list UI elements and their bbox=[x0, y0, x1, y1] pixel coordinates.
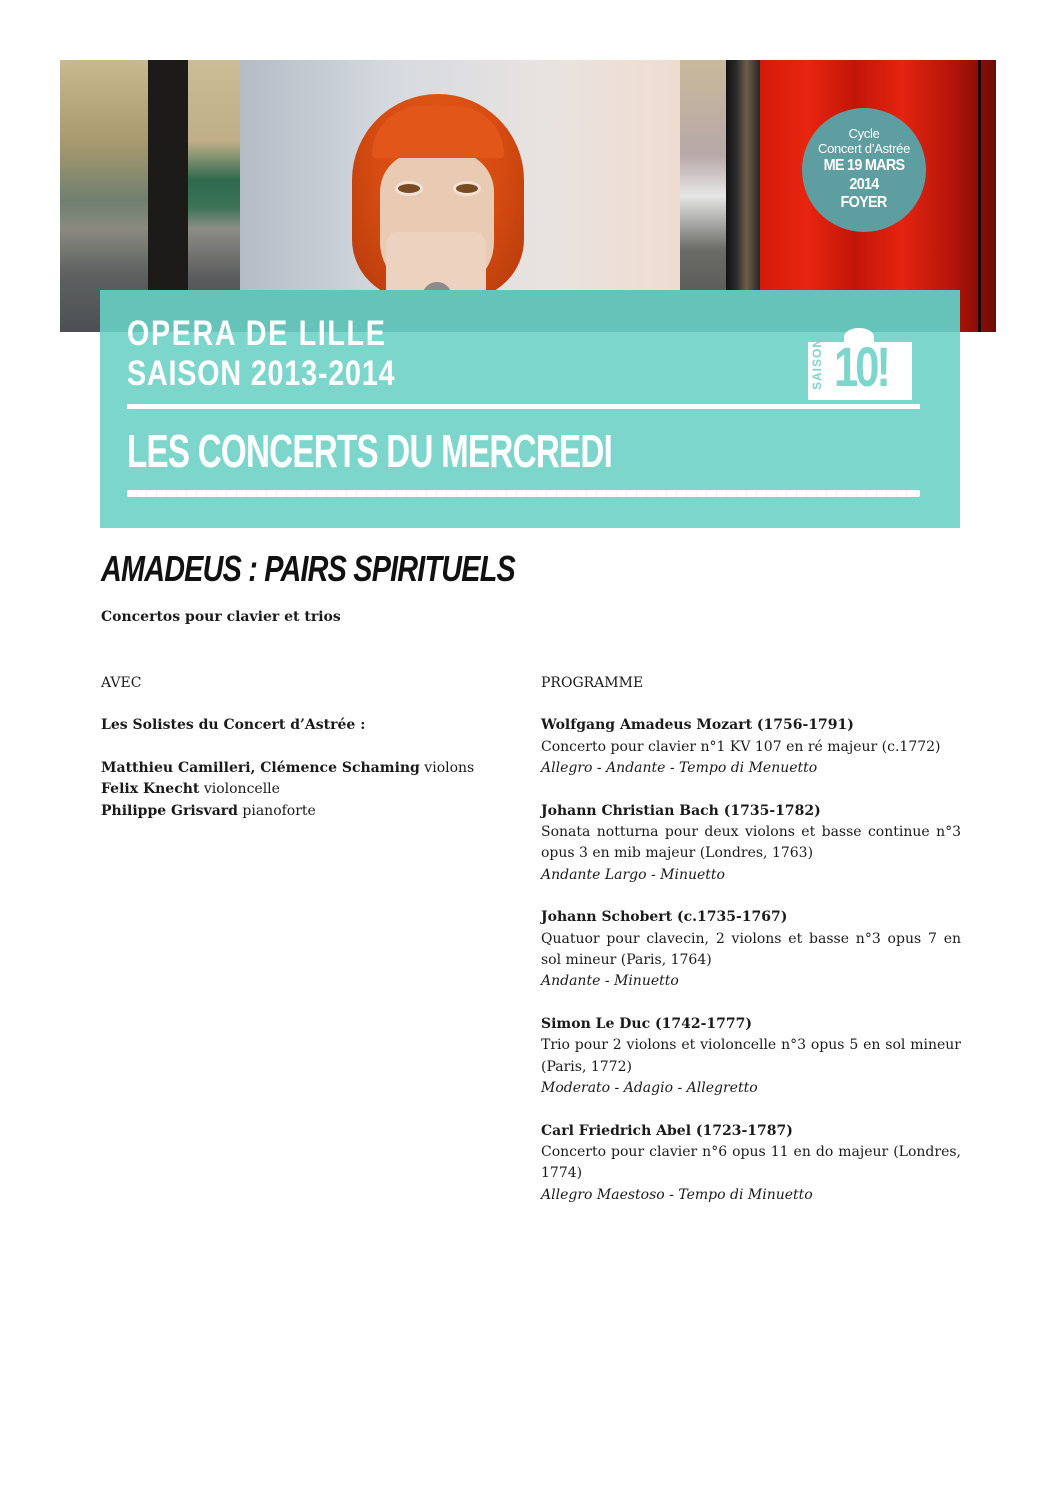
event-subtitle: Concertos pour clavier et trios bbox=[101, 609, 341, 625]
work-title: Sonata notturna pour deux violons et basse continue n°3 opus 3 en mib majeur (Londres, 1763) bbox=[541, 824, 961, 862]
programme-item bbox=[541, 907, 961, 993]
composer-name: Carl Friedrich Abel (1723-1787) bbox=[541, 1122, 793, 1139]
performers-section bbox=[101, 673, 501, 822]
badge-venue: FOYER bbox=[840, 194, 888, 212]
badge-date: ME 19 MARS 2014 bbox=[823, 157, 905, 193]
programme-item bbox=[541, 1014, 961, 1100]
institution-name: OPERA DE LILLE bbox=[127, 314, 387, 353]
photo-curtain-edge bbox=[978, 60, 981, 332]
work-movements: Allegro - Andante - Tempo di Menuetto bbox=[541, 760, 818, 777]
composer-name: Wolfgang Amadeus Mozart (1756-1791) bbox=[541, 717, 854, 734]
badge-cycle: Cycle bbox=[848, 126, 880, 142]
performer-row bbox=[101, 779, 501, 800]
series-title: LES CONCERTS DU MERCREDI bbox=[127, 425, 613, 477]
performer-row bbox=[101, 758, 501, 779]
season-label: SAISON 2013-2014 bbox=[127, 354, 396, 393]
performer-names: Felix Knecht bbox=[101, 781, 200, 798]
logo-saison-text: SAISON bbox=[810, 337, 824, 390]
work-movements: Andante Largo - Minuetto bbox=[541, 866, 725, 883]
work-title: Concerto pour clavier n°6 opus 11 en do majeur (Londres, 1774) bbox=[541, 1143, 961, 1182]
saison-10-logo bbox=[808, 328, 912, 400]
title-panel bbox=[100, 290, 960, 528]
work-title: Quatuor pour clavecin, 2 violons et basse n°3 opus 7 en sol mineur (Paris, 1764) bbox=[541, 930, 961, 969]
ensemble-name: Les Solistes du Concert d’Astrée : bbox=[101, 717, 366, 734]
performer-row bbox=[101, 801, 501, 822]
work-movements: Andante - Minuetto bbox=[541, 973, 679, 990]
section-label-programme: PROGRAMME bbox=[541, 675, 644, 691]
programme-item bbox=[541, 1121, 961, 1207]
divider-line-dashed bbox=[127, 490, 920, 497]
section-label-avec: AVEC bbox=[101, 675, 142, 691]
programme-section bbox=[541, 673, 961, 1227]
logo-number: 10! bbox=[834, 335, 888, 398]
composer-name: Johann Christian Bach (1735-1782) bbox=[541, 802, 821, 819]
composer-name: Simon Le Duc (1742-1777) bbox=[541, 1015, 752, 1032]
work-movements: Allegro Maestoso - Tempo di Minuetto bbox=[541, 1186, 813, 1203]
date-badge bbox=[802, 108, 926, 232]
work-movements: Moderato - Adagio - Allegretto bbox=[541, 1080, 758, 1097]
performer-names: Philippe Grisvard bbox=[101, 802, 238, 819]
divider-line bbox=[127, 404, 920, 409]
performer-instrument: violoncelle bbox=[199, 781, 280, 798]
event-title: AMADEUS : PAIRS SPIRITUELS bbox=[101, 548, 515, 589]
work-title: Trio pour 2 violons et violoncelle n°3 opus 5 en sol mineur (Paris, 1772) bbox=[541, 1037, 961, 1075]
badge-ensemble: Concert d’Astrée bbox=[817, 141, 911, 157]
photo-eye-left bbox=[398, 184, 420, 193]
performer-names: Matthieu Camilleri, Clémence Schaming bbox=[101, 759, 420, 776]
work-title: Concerto pour clavier n°1 KV 107 en ré majeur (c.1772) bbox=[541, 738, 941, 755]
performer-instrument: pianoforte bbox=[237, 802, 316, 819]
composer-name: Johann Schobert (c.1735-1767) bbox=[541, 909, 788, 926]
photo-eye-right bbox=[456, 184, 478, 193]
programme-item bbox=[541, 715, 961, 779]
programme-item bbox=[541, 801, 961, 887]
performer-instrument: violons bbox=[419, 759, 475, 776]
